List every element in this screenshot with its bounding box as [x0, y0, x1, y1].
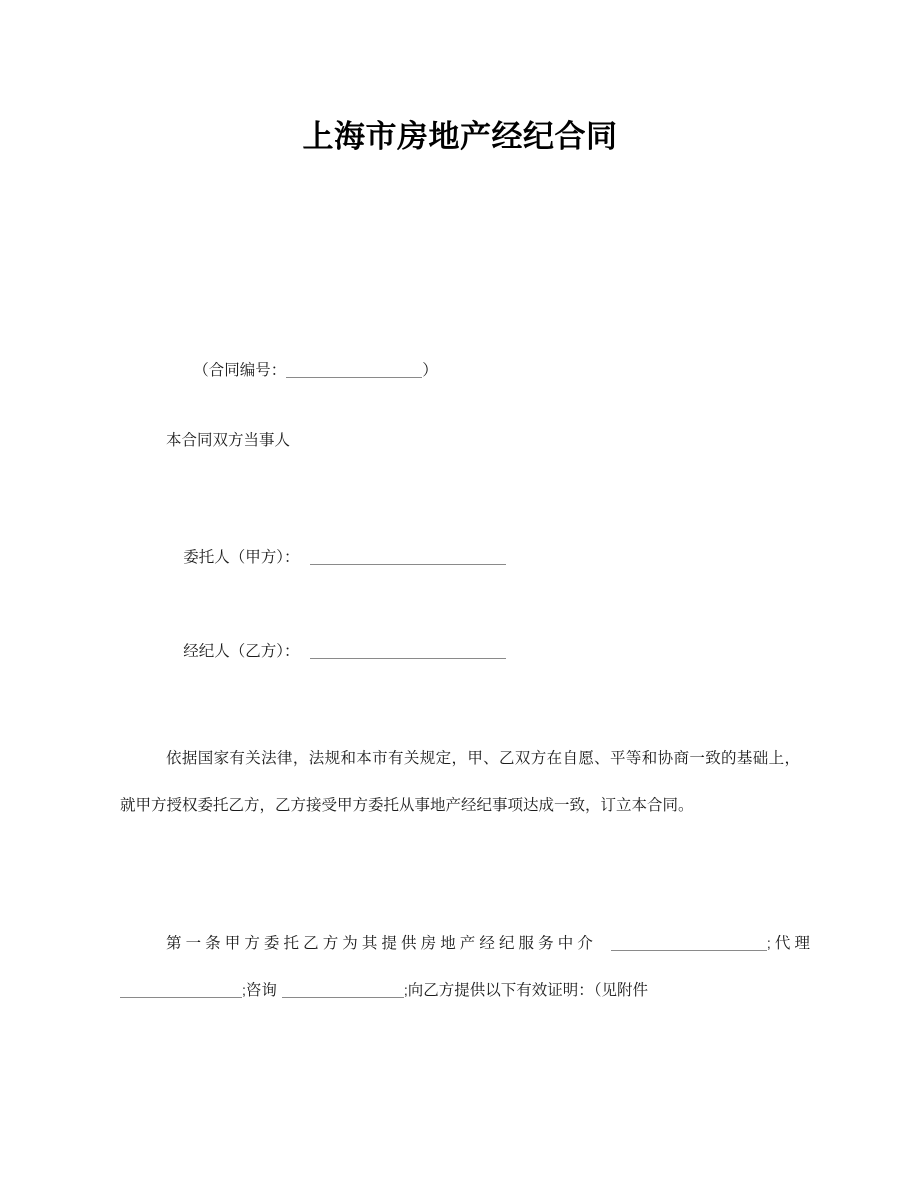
page-title: 上海市房地产经纪合同 [302, 119, 618, 154]
party-a-line [166, 523, 506, 593]
party-b-field[interactable] [310, 645, 506, 659]
clause-one-separator-1: ; [766, 935, 771, 951]
clause-one-separator-2: ; [242, 982, 246, 998]
clause-one-tail: 向乙方提供以下有效证明：（见附件 [407, 982, 649, 999]
clause-one-paragraph [120, 920, 810, 1014]
clause-one-service-field-2[interactable] [120, 984, 242, 998]
clause-one-lead: 第一条甲方委托乙方为其提供房地产经纪服务中介 [166, 935, 597, 952]
contract-number-line [176, 336, 438, 406]
party-a-label: 委托人（甲方）： [183, 549, 300, 567]
clause-one-separator-3: ; [403, 982, 408, 998]
preamble-paragraph: 依据国家有关法律，法规和本市有关规定，甲、乙双方在自愿、平等和协商一致的基础上，就甲方授权委托乙方，乙方接受甲方委托从事地产经纪事项达成一致，订立本合同。 [120, 750, 800, 814]
party-b-label: 经纪人（乙方）： [183, 643, 300, 661]
contract-number-field[interactable] [286, 364, 422, 378]
clause-one-service-field-3[interactable] [282, 984, 404, 998]
contract-number-close-paren: ） [422, 362, 438, 380]
contract-number-label: （合同编号： [193, 362, 287, 380]
clause-one-text-agency: 代理 [770, 935, 810, 952]
party-a-field[interactable] [310, 551, 506, 565]
party-b-line [166, 617, 506, 687]
clause-one-service-field-1[interactable] [611, 937, 767, 951]
parties-heading: 本合同双方当事人 [166, 432, 291, 449]
clause-one-text-consult: 咨询 [245, 982, 277, 999]
